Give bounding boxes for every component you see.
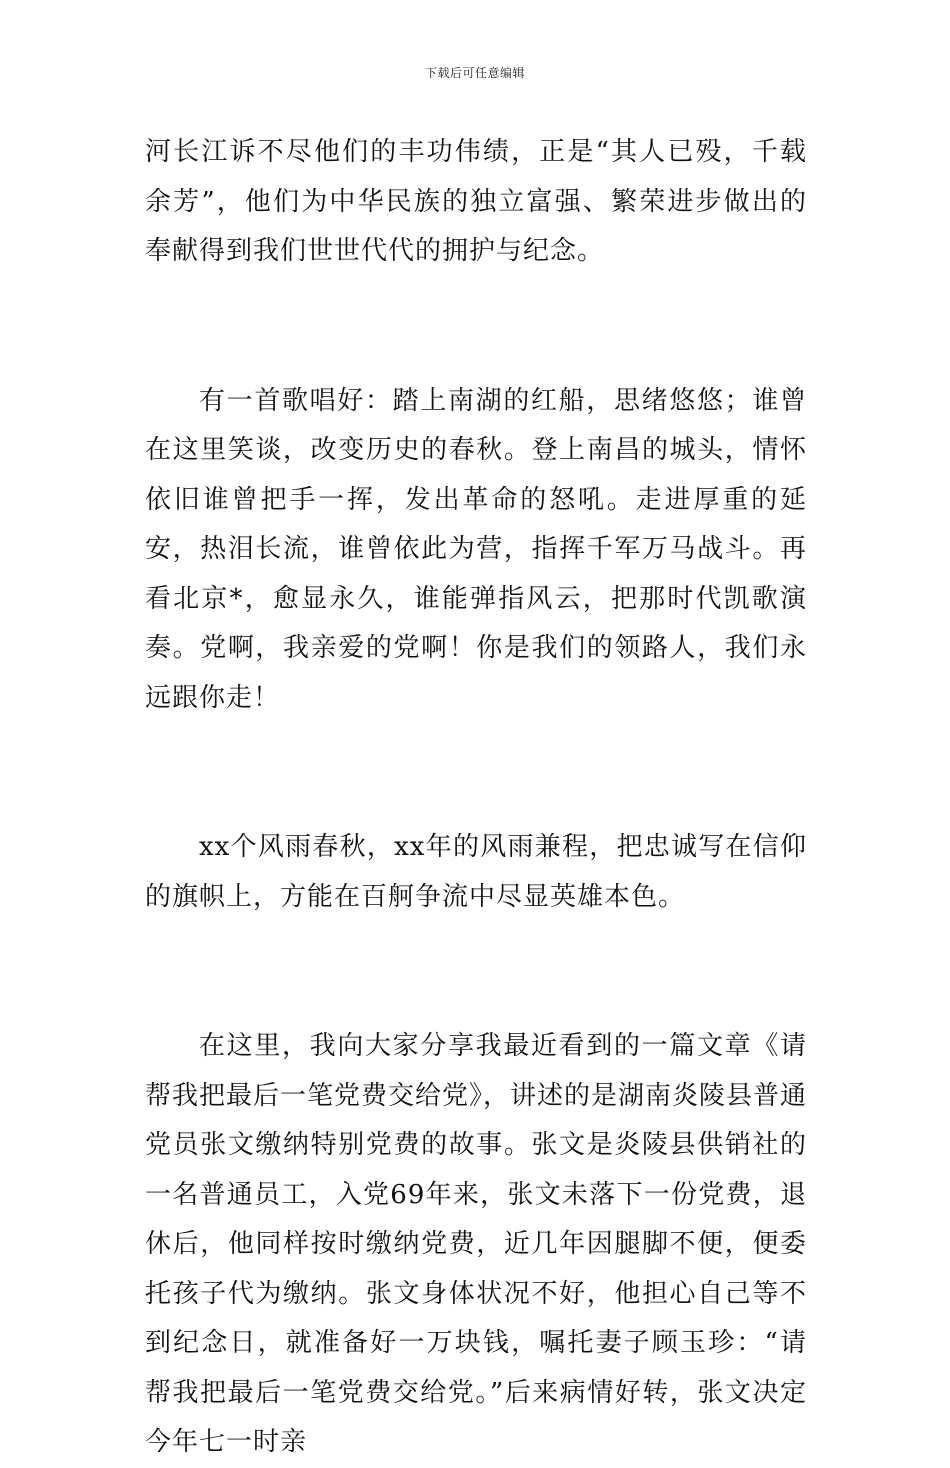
page-header: 下载后可任意编辑 xyxy=(424,66,525,80)
paragraph-song: 有一首歌唱好：踏上南湖的红船，思绪悠悠；谁曾在这里笑谈，改变历史的春秋。登上南昌的城头，情怀依旧谁曾把手一挥，发出革命的怒吼。走进厚重的延安，热泪长流，谁曾依此为营，指挥千军万马战斗。再看北京*，愈显永久，谁能弹指风云，把那时代凯歌演奏。党啊，我亲爱的党啊！你是我们的领路人，我们永远跟你走！ xyxy=(145,385,807,713)
document-body xyxy=(145,128,807,1468)
paragraph-years: xx个风雨春秋，xx年的风雨兼程，把忠诚写在信仰的旗帜上，方能在百舸争流中尽显英雄本色。 xyxy=(145,832,807,912)
paragraph-story: 在这里，我向大家分享我最近看到的一篇文章《请帮我把最后一笔党费交给党》，讲述的是湖南炎陵县普通党员张文缴纳特别党费的故事。张文是炎陵县供销社的一名普通员工，入党69年来，张文未落下一份党费，退休后，他同样按时缴纳党费，近几年因腿脚不便，便委托孩子代为缴纳。张文身体状况不好，他担心自己等不到纪念日，就准备好一万块钱，嘱托妻子顾玉珍：“请帮我把最后一笔党费交给党。”后来病情好转，张文决定今年七一时亲 xyxy=(145,1031,808,1457)
paragraph-continuation: 河长江诉不尽他们的丰功伟绩，正是“其人已殁，千载余芳”，他们为中华民族的独立富强、繁荣进步做出的奉献得到我们世世代代的拥护与纪念。 xyxy=(145,137,807,266)
